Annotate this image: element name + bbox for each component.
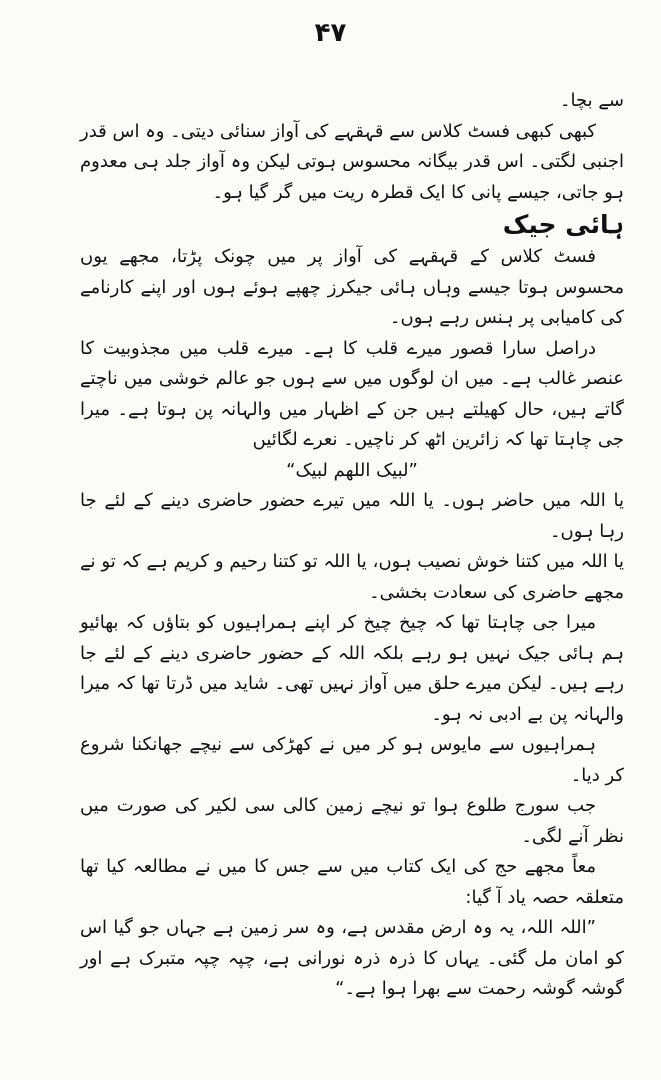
- paragraph: جب سورج طلوع ہوا تو نیچے زمین کالی سی لکیر کی صورت میں نظر آنے لگی۔: [80, 795, 624, 847]
- paragraph: دراصل سارا قصور میرے قلب کا ہے۔ میرے قلب میں مجذوبیت کا عنصر غالب ہے۔ میں ان لوگوں میں سے ہوں جو عالم خوشی میں ناچتے گاتے ہیں، حال کھیلتے ہیں جن کے اظہار میں والہانہ پن ہوتا ہے۔ میرا جی چاہتا تھا کہ زائرین اٹھ کر ناچیں۔ نعرے لگائیں: [80, 337, 624, 450]
- paragraph: سے بچا۔: [559, 90, 624, 111]
- paragraph: ہمراہیوں سے مایوس ہو کر میں نے کھڑکی سے نیچے جھانکنا شروع کر دیا۔: [80, 734, 624, 786]
- page-body: [80, 86, 624, 1005]
- section-heading: ہائی جیک: [502, 210, 624, 239]
- paragraph: یا اللہ میں کتنا خوش نصیب ہوں، یا اللہ تو کتنا رحیم و کریم ہے کہ تو نے مجھے حاضری کی سعادت بخشی۔: [80, 551, 624, 603]
- paragraph: فسٹ کلاس کے قہقہے کی آواز پر میں چونک پڑتا، مجھے یوں محسوس ہوتا جیسے وہاں ہائی جیکرز چھپے ہوئے ہوں اور اپنے کارنامے کی کامیابی پر ہنس رہے ہوں۔: [80, 246, 624, 328]
- block-quote: ”اللہ اللہ، یہ وہ ارض مقدس ہے، وہ سر زمین ہے جہاں جو گیا اس کو امان مل گئی۔ یہاں کا ذرہ ذرہ نورانی ہے، چپہ چپہ متبرک ہے اور گوشہ گوشہ رحمت سے بھرا ہوا ہے۔“: [80, 917, 624, 999]
- paragraph: میرا جی چاہتا تھا کہ چیخ چیخ کر اپنے ہمراہیوں کو بتاؤں کہ بھائیو ہم ہائی جیک نہیں ہو رہے بلکہ اللہ کے حضور حاضری دینے کے لئے جا رہے ہیں۔ لیکن میرے حلق میں آواز نہیں تھی۔ شاید میں ڈرتا تھا کہ میرا والہانہ پن بے ادبی نہ ہو۔: [80, 612, 624, 725]
- paragraph: یا اللہ میں حاضر ہوں۔ یا اللہ میں تیرے حضور حاضری دینے کے لئے جا رہا ہوں۔: [80, 490, 624, 542]
- quoted-invocation: ”لبیک اللھم لبیک“: [286, 459, 418, 481]
- paragraph: کبھی کبھی فسٹ کلاس سے قہقہے کی آواز سنائی دیتی۔ وہ اس قدر اجنبی لگتی۔ اس قدر بیگانہ محسوس ہوتی لیکن وہ آواز جلد ہی معدوم ہو جاتی، جیسے پانی کا ایک قطرہ ریت میں گر گیا ہو۔: [80, 120, 624, 203]
- page-number: ۴۷: [314, 18, 347, 48]
- paragraph: معاً مجھے حج کی ایک کتاب میں سے جس کا میں نے مطالعہ کیا تھا متعلقہ حصہ یاد آ گیا:: [80, 856, 624, 908]
